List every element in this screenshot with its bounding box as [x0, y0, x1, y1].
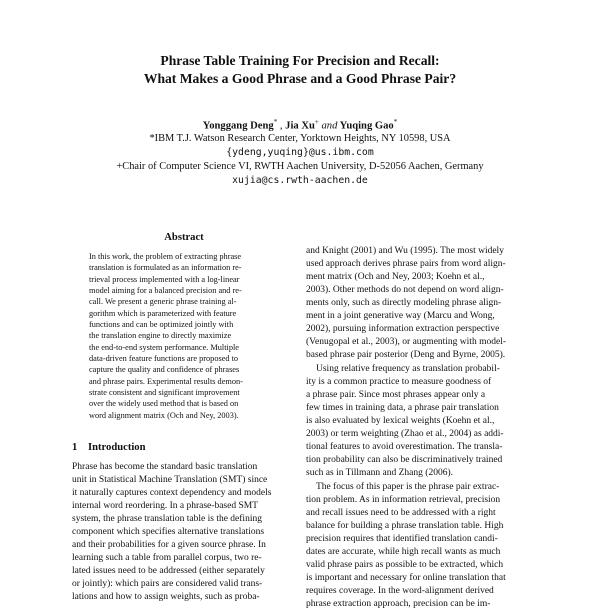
right-column-line: Using relative frequency as translation probabil- — [316, 364, 500, 374]
author-1-mark: * — [273, 118, 278, 126]
paper-title-line-1: Phrase Table Training For Precision and Recall: — [160, 53, 440, 68]
right-column-line: 2003). Other methods do not depend on word align- — [306, 285, 504, 296]
author-3: Yuqing Gao — [339, 120, 394, 132]
right-column-line: such as in Tillmann and Zhang (2006). — [306, 468, 453, 479]
right-column-line: The focus of this paper is the phrase pair extrac- — [316, 482, 500, 492]
right-column-line: (Venugopal et al., 2003), or augmenting with model- — [306, 337, 506, 348]
abstract-body — [89, 251, 281, 421]
introduction-line: and their probabilities for a given source phrase. In — [72, 540, 266, 551]
author-3-mark: * — [393, 118, 398, 126]
introduction-line: lations and how to assign weights, such as proba- — [72, 592, 260, 603]
abstract-line: and phrase pairs. Experimental results demon- — [89, 376, 243, 386]
right-column-line: few times in training data, a phrase pair translation — [306, 403, 499, 414]
right-column-line: tion probability can also be discriminatively trained — [306, 455, 503, 466]
right-column-paragraph-2 — [306, 363, 530, 480]
right-column-line: used approach derives phrase pairs from word align- — [306, 259, 506, 270]
introduction-line: lated issues need to be addressed (either separately — [72, 566, 265, 577]
author-separator: , — [279, 120, 283, 132]
right-column-line: phrase extraction approach, precision can be im- — [306, 599, 491, 610]
abstract-line: model aiming for a balanced precision and re- — [89, 286, 242, 296]
author-2: Jia Xu — [285, 120, 315, 132]
abstract-line: call. We present a generic phrase training al- — [89, 297, 237, 307]
abstract-line: data-driven feature functions are proposed to — [89, 354, 239, 364]
author-conjunction: and — [321, 120, 338, 132]
section-number: 1 — [72, 442, 78, 453]
author-list — [0, 118, 600, 132]
abstract-heading: Abstract — [164, 232, 204, 243]
right-column-line: is important and necessary for online translation that — [306, 573, 506, 584]
right-column-line: requires coverage. In the word-alignment derived — [306, 586, 494, 597]
right-column-line: a phrase pair. Since most phrases appear only a — [306, 390, 486, 401]
author-2-mark: + — [314, 118, 319, 126]
abstract-line: the end-to-end system performance. Multiple — [89, 342, 239, 352]
introduction-line: unit in Statistical Machine Translation (SMT) since — [72, 475, 268, 486]
abstract-line: the translation engine to directly maximize — [89, 331, 232, 341]
right-column-line: and Knight (2001) and Wu (1995). The most widely — [306, 246, 504, 256]
right-column-line: tional features to avoid overestimation. The transla- — [306, 442, 503, 453]
abstract-line: capture the quality and confidence of phrases — [89, 365, 240, 375]
introduction-line: Phrase has become the standard basic translation — [72, 462, 258, 472]
abstract-line: strate consistent and significant improvement — [89, 388, 240, 398]
introduction-line: it naturally captures context dependency and models — [72, 488, 272, 499]
right-column-line: valid phrase pairs as possible to be extracted, which — [306, 560, 504, 571]
right-column-line: ity is a common practice to measure goodness of — [306, 377, 492, 388]
right-column-line: and recall issues need to be addressed with a right — [306, 508, 496, 519]
right-column-line: dates are accurate, while high recall wants as much — [306, 547, 501, 558]
affiliation-rwth: +Chair of Computer Science VI, RWTH Aachen University, D-52056 Aachen, Germany — [116, 161, 484, 172]
affiliation-ibm: *IBM T.J. Watson Research Center, Yorktown Heights, NY 10598, USA — [149, 133, 451, 144]
introduction-line: component which specifies alternative translations — [72, 527, 265, 538]
right-column-line: precision requires that identified translation candi- — [306, 534, 498, 545]
abstract-line: over the widely used method that is based on — [89, 399, 239, 409]
right-column-line: balance for building a phrase translation table. High — [306, 521, 504, 532]
right-column-line: ment matrix (Och and Ney, 2003; Koehn et al., — [306, 272, 485, 283]
right-column-line: ment in a joint generative way (Marcu and Wong, — [306, 311, 495, 322]
email-rwth: xujia@cs.rwth-aachen.de — [232, 175, 368, 186]
right-column-line: is also evaluated by lexical weights (Koehn et al., — [306, 416, 495, 427]
abstract-line: translation is formulated as an information re- — [89, 263, 242, 273]
section-heading-introduction — [72, 442, 146, 453]
introduction-line: system, the phrase translation table is the defining — [72, 514, 262, 525]
abstract-line: trieval process implemented with a log-linear — [89, 274, 240, 284]
introduction-line: or jointly): which pairs are considered valid trans- — [72, 579, 263, 590]
right-column-line: 2002), pursuing information extraction perspective — [306, 324, 500, 335]
introduction-line: learning such a table from parallel corpus, two re- — [72, 553, 262, 564]
right-column-line: ments only, such as directly modeling phrase align- — [306, 298, 502, 309]
email-ibm: {ydeng,yuqing}@us.ibm.com — [226, 147, 374, 158]
right-column-paragraph-1 — [306, 245, 530, 362]
right-column-line: tion problem. As in information retrieval, precision — [306, 495, 501, 506]
abstract-line: gorithm which is parameterized with feature — [89, 308, 237, 318]
abstract-line: word alignment matrix (Och and Ney, 2003). — [89, 410, 239, 420]
right-column-paragraph-3 — [306, 481, 530, 611]
author-1: Yonggang Deng — [202, 120, 274, 132]
abstract-line: functions and can be optimized jointly with — [89, 320, 234, 330]
section-title: Introduction — [88, 442, 146, 453]
abstract-line: In this work, the problem of extracting phrase — [89, 252, 242, 261]
paper-title-line-2: What Makes a Good Phrase and a Good Phrase Pair? — [143, 71, 457, 86]
right-column-line: 2003) or term weighting (Zhao et al., 2004) as addi- — [306, 429, 504, 440]
right-column-line: based phrase pair posterior (Deng and Byrne, 2005). — [306, 350, 506, 361]
introduction-paragraph — [72, 461, 296, 605]
introduction-line: internal word reordering. In a phrase-based SMT — [72, 501, 258, 512]
